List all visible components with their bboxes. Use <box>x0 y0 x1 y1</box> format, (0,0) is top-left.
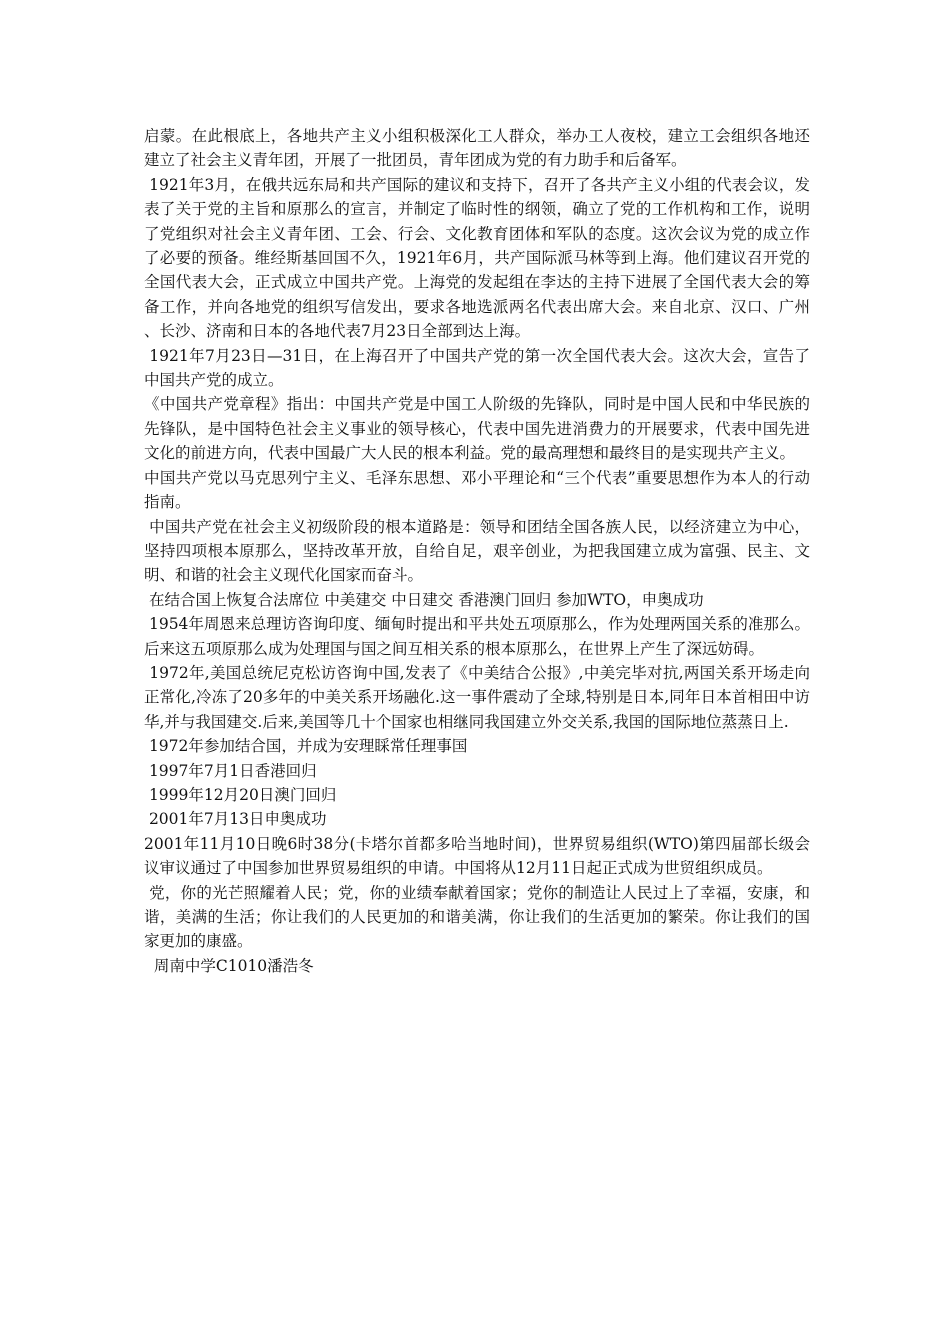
paragraph-enlightenment: 启蒙。在此根底上，各地共产主义小组积极深化工人群众，举办工人夜校，建立工会组织各地还建立了社会主义青年团，开展了一批团员，青年团成为党的有力助手和后备军。 <box>144 127 810 170</box>
paragraph-party-constitution: 《中国共产党章程》指出：中国共产党是中国工人阶级的先锋队，同时是中国人民和中华民族的先锋队，是中国特色社会主义事业的领导核心，代表中国先进消费力的开展要求，代表中国先进文化的前进方向，代表中国最广大人民的根本利益。党的最高理想和最终目的是实现共产主义。 <box>144 395 810 463</box>
paragraph-five-principles: 1954年周恩来总理访咨询印度、缅甸时提出和平共处五项原那么，作为处理两国关系的准那么。后来这五项原那么成为处理国与国之间互相关系的根本原那么，在世界上产生了深远妨碍。 <box>144 615 810 658</box>
paragraph-macau-return: 1999年12月20日澳门回归 <box>144 785 337 804</box>
paragraph-olympic-bid: 2001年7月13日申奥成功 <box>144 810 327 829</box>
paragraph-march-1921-meeting: 1921年3月，在俄共远东局和共产国际的建议和支持下，召开了各共产主义小组的代表会议，发表了关于党的主旨和原那么的宣言，并制定了临时性的纲领，确立了党的工作机构和工作，说明了党组织对社会主义青年团、工会、行会、文化教育团体和军队的态度。这次会议为党的成立作了必要的预备。维经斯基回国不久，1921年6月，共产国际派马林等到上海。他们建议召开党的全国代表大会，正式成立中国共产党。上海党的发起组在李达的主持下进展了全国代表大会的筹备工作，并向各地党的组织写信发出，要求各地选派两名代表出席大会。来自北京、汉口、广州、长沙、济南和日本的各地代表7月23日全部到达上海。 <box>144 175 810 341</box>
author-signature: 周南中学C1010潘浩冬 <box>144 956 314 975</box>
paragraph-hong-kong-return: 1997年7月1日香港回归 <box>144 761 317 780</box>
paragraph-first-congress: 1921年7月23日—31日，在上海召开了中国共产党的第一次全国代表大会。这次大会，宣告了中国共产党的成立。 <box>144 346 810 390</box>
paragraph-guiding-ideology: 中国共产党以马克思列宁主义、毛泽东思想、邓小平理论和“三个代表”重要思想作为本人的行动指南。 <box>144 468 810 512</box>
paragraph-tribute: 党，你的光芒照耀着人民；党，你的业绩奉献着国家；党你的制造让人民过上了幸福，安康，和谐，美满的生活；你让我们的人民更加的和谐美满，你让我们的生活更加的繁荣。你让我们的国家更加的康盛。 <box>144 883 810 951</box>
paragraph-un-seat: 1972年参加结合国，并成为安理睬常任理事国 <box>144 737 468 756</box>
paragraph-basic-line: 中国共产党在社会主义初级阶段的根本道路是：领导和团结全国各族人民，以经济建立为中心，坚持四项根本原那么，坚持改革开放，自给自足，艰辛创业，为把我国建立成为富强、民主、文明、和谐的社会主义现代化国家而奋斗。 <box>144 517 810 585</box>
document-body <box>144 124 810 978</box>
paragraph-wto-accession: 2001年11月10日晚6时38分(卡塔尔首都多哈当地时间)，世界贸易组织(WTO)第四届部长级会议审议通过了中国参加世界贸易组织的申请。中国将从12月11日起正式成为世贸组织成员。 <box>144 834 810 878</box>
paragraph-nixon-visit: 1972年,美国总统尼克松访咨询中国,发表了《中美结合公报》,中美完毕对抗,两国关系开场走向正常化,冷冻了20多年的中美关系开场融化.这一事件震动了全球,特别是日本,同年日本首相田中访华,并与我国建交.后来,美国等几十个国家也相继同我国建立外交关系,我国的国际地位蒸蒸日上. <box>144 663 810 731</box>
paragraph-achievements-summary: 在结合国上恢复合法席位 中美建交 中日建交 香港澳门回归 参加WTO，申奥成功 <box>144 590 704 609</box>
